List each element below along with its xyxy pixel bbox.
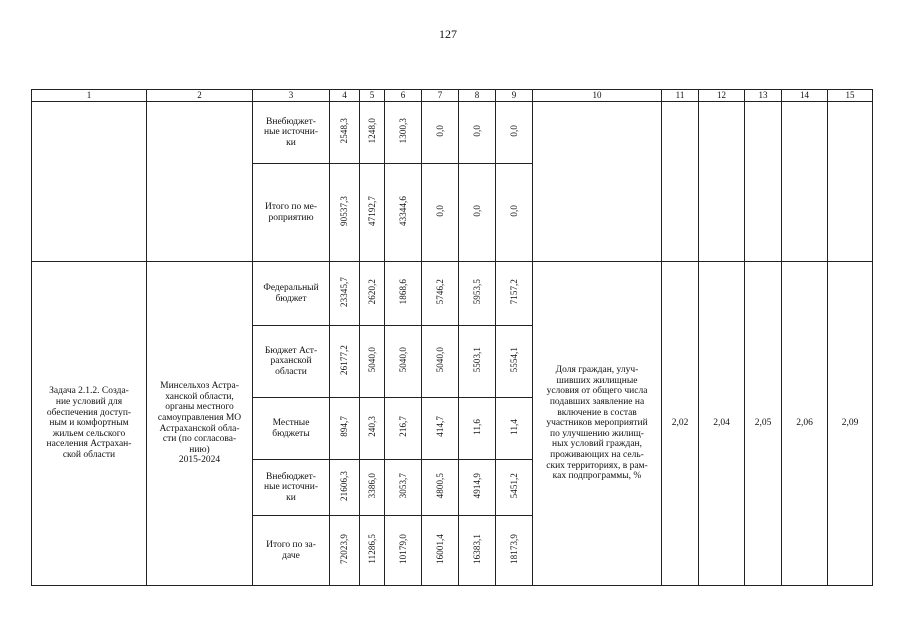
value-text: 894,7: [339, 416, 350, 438]
col-header: 12: [699, 90, 745, 102]
table-row: [32, 102, 873, 164]
value-text: 0,0: [434, 124, 445, 137]
value-text: 414,7: [434, 416, 445, 438]
task-cell: Задача 2.1.2. Созда- ние условий для обеспечения доступ- ным и комфортным жильем сельского населения Астрахан- ской области: [32, 262, 147, 586]
col-header: 11: [662, 90, 699, 102]
value-cell: [330, 398, 360, 460]
value-cell: [422, 398, 459, 460]
value-text: 3053,7: [397, 473, 408, 499]
value-text: 2620,2: [366, 279, 377, 305]
value-text: 2548,3: [339, 118, 350, 144]
value-text: 16383,1: [471, 533, 482, 564]
value-text: 11,4: [508, 418, 519, 435]
target-value-2019: 2,09: [828, 262, 873, 586]
value-text: 1248,0: [366, 118, 377, 144]
value-cell: [385, 516, 422, 586]
value-cell: [496, 102, 533, 164]
value-cell: [422, 164, 459, 262]
value-text: 0,0: [508, 204, 519, 217]
col-header: 6: [385, 90, 422, 102]
value-text: 26177,2: [339, 344, 350, 375]
value-text: 18173,9: [508, 533, 519, 564]
col-header: 8: [459, 90, 496, 102]
value-cell: [330, 516, 360, 586]
value-cell: [360, 398, 385, 460]
header-row: [32, 90, 873, 102]
value-text: 0,0: [471, 204, 482, 217]
target-value-2018: 2,06: [782, 262, 828, 586]
value-cell: [459, 398, 496, 460]
value-text: 23345,7: [339, 276, 350, 307]
col-header: 2: [147, 90, 253, 102]
value-text: 216,7: [397, 416, 408, 438]
col-header: 3: [253, 90, 330, 102]
value-cell: [330, 460, 360, 516]
value-text: 47192,7: [366, 195, 377, 226]
col-header: 14: [782, 90, 828, 102]
value-text: 7157,2: [508, 279, 519, 305]
value-cell: [422, 262, 459, 326]
task-cell-empty: [32, 102, 147, 262]
value-cell: [496, 326, 533, 398]
value-cell: [330, 326, 360, 398]
col-header: 10: [533, 90, 662, 102]
value-cell: [330, 102, 360, 164]
value-text: 5040,0: [434, 347, 445, 373]
value-text: 72023,9: [339, 533, 350, 564]
value-cell: [459, 516, 496, 586]
value-cell: [422, 516, 459, 586]
target-cell-empty: [662, 102, 699, 262]
value-text: 5554,1: [508, 347, 519, 373]
value-cell: [385, 460, 422, 516]
value-text: 5746,2: [434, 279, 445, 305]
source-cell: Итого по ме- роприятию: [253, 164, 330, 262]
value-cell: [459, 262, 496, 326]
value-text: 1300,3: [397, 118, 408, 144]
value-text: 240,3: [366, 416, 377, 438]
value-cell: [496, 262, 533, 326]
value-cell: [360, 262, 385, 326]
source-cell: Местные бюджеты: [253, 398, 330, 460]
value-text: 4800,5: [434, 473, 445, 499]
source-cell: Федеральный бюджет: [253, 262, 330, 326]
value-cell: [385, 398, 422, 460]
value-cell: [360, 164, 385, 262]
value-text: 5451,2: [508, 473, 519, 499]
table-row: [32, 262, 873, 326]
value-text: 1868,6: [397, 279, 408, 305]
source-cell: Внебюджет- ные источни- ки: [253, 102, 330, 164]
page-number: 127: [439, 27, 457, 41]
source-cell: Итого по за- даче: [253, 516, 330, 586]
value-cell: [422, 102, 459, 164]
value-cell: [422, 460, 459, 516]
value-text: 16001,4: [434, 533, 445, 564]
target-value-2017: 2,05: [745, 262, 782, 586]
program-table: [31, 89, 873, 586]
value-text: 10179,0: [397, 533, 408, 564]
value-cell: [385, 164, 422, 262]
value-text: 0,0: [471, 124, 482, 137]
value-text: 4914,9: [471, 473, 482, 499]
value-text: 0,0: [434, 204, 445, 217]
col-header: 5: [360, 90, 385, 102]
value-cell: [385, 326, 422, 398]
value-text: 21606,3: [339, 470, 350, 501]
value-cell: [496, 516, 533, 586]
value-cell: [360, 326, 385, 398]
value-cell: [360, 460, 385, 516]
indicator-cell-empty: [533, 102, 662, 262]
value-cell: [459, 164, 496, 262]
value-cell: [496, 398, 533, 460]
source-cell: Бюджет Аст- раханской области: [253, 326, 330, 398]
target-cell-empty: [782, 102, 828, 262]
value-cell: [422, 326, 459, 398]
target-cell-empty: [828, 102, 873, 262]
value-text: 5040,0: [397, 347, 408, 373]
value-text: 5040,0: [366, 347, 377, 373]
target-value-2015: 2,02: [662, 262, 699, 586]
col-header: 15: [828, 90, 873, 102]
col-header: 4: [330, 90, 360, 102]
value-text: 11286,5: [366, 533, 377, 564]
value-text: 5503,1: [471, 347, 482, 373]
value-cell: [330, 262, 360, 326]
target-cell-empty: [745, 102, 782, 262]
executor-cell: Минсельхоз Астра- ханской области, органы местного самоуправления МО Астраханской обла- сти (по согласова- нию) 2015-2024: [147, 262, 253, 586]
target-cell-empty: [699, 102, 745, 262]
value-cell: [459, 102, 496, 164]
value-cell: [385, 262, 422, 326]
value-text: 43344,6: [397, 195, 408, 226]
col-header: 7: [422, 90, 459, 102]
value-cell: [496, 460, 533, 516]
value-cell: [459, 326, 496, 398]
source-cell: Внебюджет- ные источни- ки: [253, 460, 330, 516]
value-text: 90537,3: [339, 195, 350, 226]
value-text: 0,0: [508, 124, 519, 137]
value-text: 5953,5: [471, 279, 482, 305]
value-cell: [496, 164, 533, 262]
col-header: 1: [32, 90, 147, 102]
value-cell: [360, 102, 385, 164]
value-text: 3386,0: [366, 473, 377, 499]
col-header: 13: [745, 90, 782, 102]
executor-cell-empty: [147, 102, 253, 262]
value-cell: [360, 516, 385, 586]
value-text: 11,6: [471, 418, 482, 435]
target-value-2016: 2,04: [699, 262, 745, 586]
indicator-cell: Доля граждан, улуч- шивших жилищные условия от общего числа подавших заявление на включение в состав участников мероприятий по улучшению жилищ- ных условий граждан, проживающих на сель- ских территориях, в рам- ках подпрограммы, %: [533, 262, 662, 586]
value-cell: [385, 102, 422, 164]
value-cell: [459, 460, 496, 516]
value-cell: [330, 164, 360, 262]
col-header: 9: [496, 90, 533, 102]
